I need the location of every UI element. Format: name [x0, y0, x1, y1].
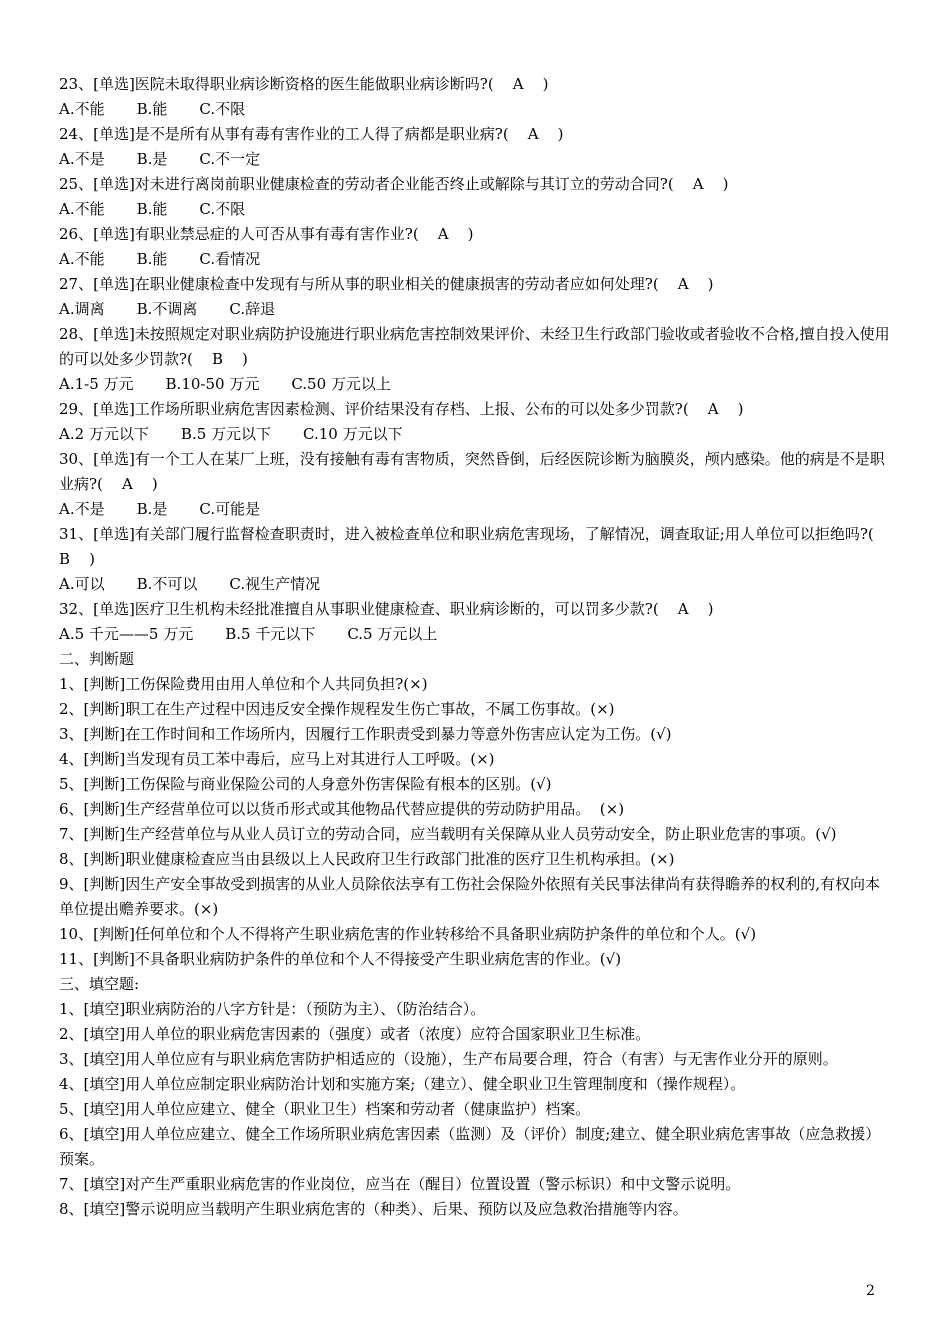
option: A.1-5 万元: [59, 375, 134, 393]
option: B.10-50 万元: [165, 375, 260, 393]
option: C.可能是: [199, 500, 261, 518]
section-heading-judge: 二、判断题: [59, 650, 135, 668]
option: C.辞退: [229, 300, 276, 318]
question-options: [59, 372, 895, 397]
fill-item: 7、[填空]对产生严重职业病危害的作业岗位，应当在（醒目）位置设置（警示标识）和中文警示说明。: [59, 1175, 741, 1193]
option: A.5 千元——5 万元: [59, 625, 194, 643]
fill-item: 1、[填空]职业病防治的八字方针是：（预防为主）、（防治结合）。: [59, 1000, 486, 1018]
option: C.不限: [199, 100, 246, 118]
question-options: [59, 422, 895, 447]
option: A.调离: [59, 300, 105, 318]
question-text: 28、[单选]未按照规定对职业病防护设施进行职业病危害控制效果评价、未经卫生行政部门验收或者验收不合格,擅自投入使用的可以处多少罚款?( B ): [59, 325, 890, 368]
question-options: [59, 147, 895, 172]
option: B.能: [136, 200, 168, 218]
option: A.不能: [59, 250, 105, 268]
section-heading-fill: 三、填空题:: [59, 975, 140, 993]
question-text: 29、[单选]工作场所职业病危害因素检测、评价结果没有存档、上报、公布的可以处多少罚款?( A ): [59, 400, 744, 418]
option: C.50 万元以上: [291, 375, 391, 393]
option: A.可以: [59, 575, 105, 593]
fill-item: 2、[填空]用人单位的职业病危害因素的（强度）或者（浓度）应符合国家职业卫生标准。: [59, 1025, 651, 1043]
option: A.不能: [59, 200, 105, 218]
question-options: [59, 197, 895, 222]
option: A.不能: [59, 100, 105, 118]
judge-item: 3、[判断]在工作时间和工作场所内，因履行工作职责受到暴力等意外伤害应认定为工伤。(√): [59, 725, 672, 743]
page-number: 2: [866, 1283, 875, 1299]
option: C.5 万元以上: [347, 625, 438, 643]
judge-item: 5、[判断]工伤保险与商业保险公司的人身意外伤害保险有根本的区别。(√): [59, 775, 552, 793]
question-text: 30、[单选]有一个工人在某厂上班，没有接触有毒有害物质，突然昏倒，后经医院诊断为脑膜炎，颅内感染。他的病是不是职业病?( A ): [59, 450, 885, 493]
fill-item: 3、[填空]用人单位应有与职业病危害防护相适应的（设施），生产布局要合理，符合（有害）与无害作业分开的原则。: [59, 1050, 838, 1068]
judge-item: 6、[判断]生产经营单位可以以货币形式或其他物品代替应提供的劳动防护用品。 (×): [59, 800, 625, 818]
option: B.能: [136, 250, 168, 268]
question-text: 25、[单选]对未进行离岗前职业健康检查的劳动者企业能否终止或解除与其订立的劳动合同?( A ): [59, 175, 729, 193]
option: B.5 万元以下: [180, 425, 272, 443]
option: C.看情况: [199, 250, 261, 268]
fill-item: 8、[填空]警示说明应当载明产生职业病危害的（种类）、后果、预防以及应急救治措施等内容。: [59, 1200, 688, 1218]
judge-item: 4、[判断]当发现有员工苯中毒后，应马上对其进行人工呼吸。(×): [59, 750, 495, 768]
option: C.不限: [199, 200, 246, 218]
question-text: 32、[单选]医疗卫生机构未经批准擅自从事职业健康检查、职业病诊断的，可以罚多少款?( A ): [59, 600, 714, 618]
document-body: [59, 72, 895, 1222]
fill-item: 4、[填空]用人单位应制定职业病防治计划和实施方案;（建立）、健全职业卫生管理制度和（操作规程）。: [59, 1075, 746, 1093]
question-options: [59, 297, 895, 322]
question-options: [59, 247, 895, 272]
option: C.视生产情况: [229, 575, 321, 593]
option: C.不一定: [199, 150, 261, 168]
fill-item: 5、[填空]用人单位应建立、健全（职业卫生）档案和劳动者（健康监护）档案。: [59, 1100, 591, 1118]
option: B.是: [136, 150, 168, 168]
judge-item: 1、[判断]工伤保险费用由用人单位和个人共同负担?(×): [59, 675, 428, 693]
question-options: [59, 622, 895, 647]
judge-item: 9、[判断]因生产安全事故受到损害的从业人员除依法享有工伤社会保险外依照有关民事法律尚有获得瞻养的权利的,有权向本单位提出赡养要求。(×): [59, 875, 881, 918]
question-text: 26、[单选]有职业禁忌症的人可否从事有毒有害作业?( A ): [59, 225, 474, 243]
option: B.不调离: [136, 300, 198, 318]
question-options: [59, 572, 895, 597]
question-text: 24、[单选]是不是所有从事有毒有害作业的工人得了病都是职业病?( A ): [59, 125, 564, 143]
option: A.2 万元以下: [59, 425, 149, 443]
question-options: [59, 97, 895, 122]
option: A.不是: [59, 150, 105, 168]
judge-item: 11、[判断]不具备职业病防护条件的单位和个人不得接受产生职业病危害的作业。(√): [59, 950, 622, 968]
option: C.10 万元以下: [303, 425, 403, 443]
option: B.不可以: [136, 575, 198, 593]
question-options: [59, 497, 895, 522]
judge-item: 10、[判断]任何单位和个人不得将产生职业病危害的作业转移给不具备职业病防护条件的单位和个人。(√): [59, 925, 757, 943]
fill-item: 6、[填空]用人单位应建立、健全工作场所职业病危害因素（监测）及（评价）制度;建立、健全职业病危害事故（应急救援）预案。: [59, 1125, 881, 1168]
judge-item: 2、[判断]职工在生产过程中因违反安全操作规程发生伤亡事故，不属工伤事故。(×): [59, 700, 615, 718]
option: B.5 千元以下: [225, 625, 316, 643]
option: A.不是: [59, 500, 105, 518]
judge-item: 8、[判断]职业健康检查应当由县级以上人民政府卫生行政部门批准的医疗卫生机构承担。(×): [59, 850, 675, 868]
question-text: 31、[单选]有关部门履行监督检查职责时，进入被检查单位和职业病危害现场，了解情况，调查取证;用人单位可以拒绝吗?( B ): [59, 525, 893, 568]
question-text: 23、[单选]医院未取得职业病诊断资格的医生能做职业病诊断吗?( A ): [59, 75, 549, 93]
judge-item: 7、[判断]生产经营单位与从业人员订立的劳动合同，应当载明有关保障从业人员劳动安全，防止职业危害的事项。(√): [59, 825, 837, 843]
question-text: 27、[单选]在职业健康检查中发现有与所从事的职业相关的健康损害的劳动者应如何处理?( A ): [59, 275, 714, 293]
option: B.是: [136, 500, 168, 518]
option: B.能: [136, 100, 168, 118]
